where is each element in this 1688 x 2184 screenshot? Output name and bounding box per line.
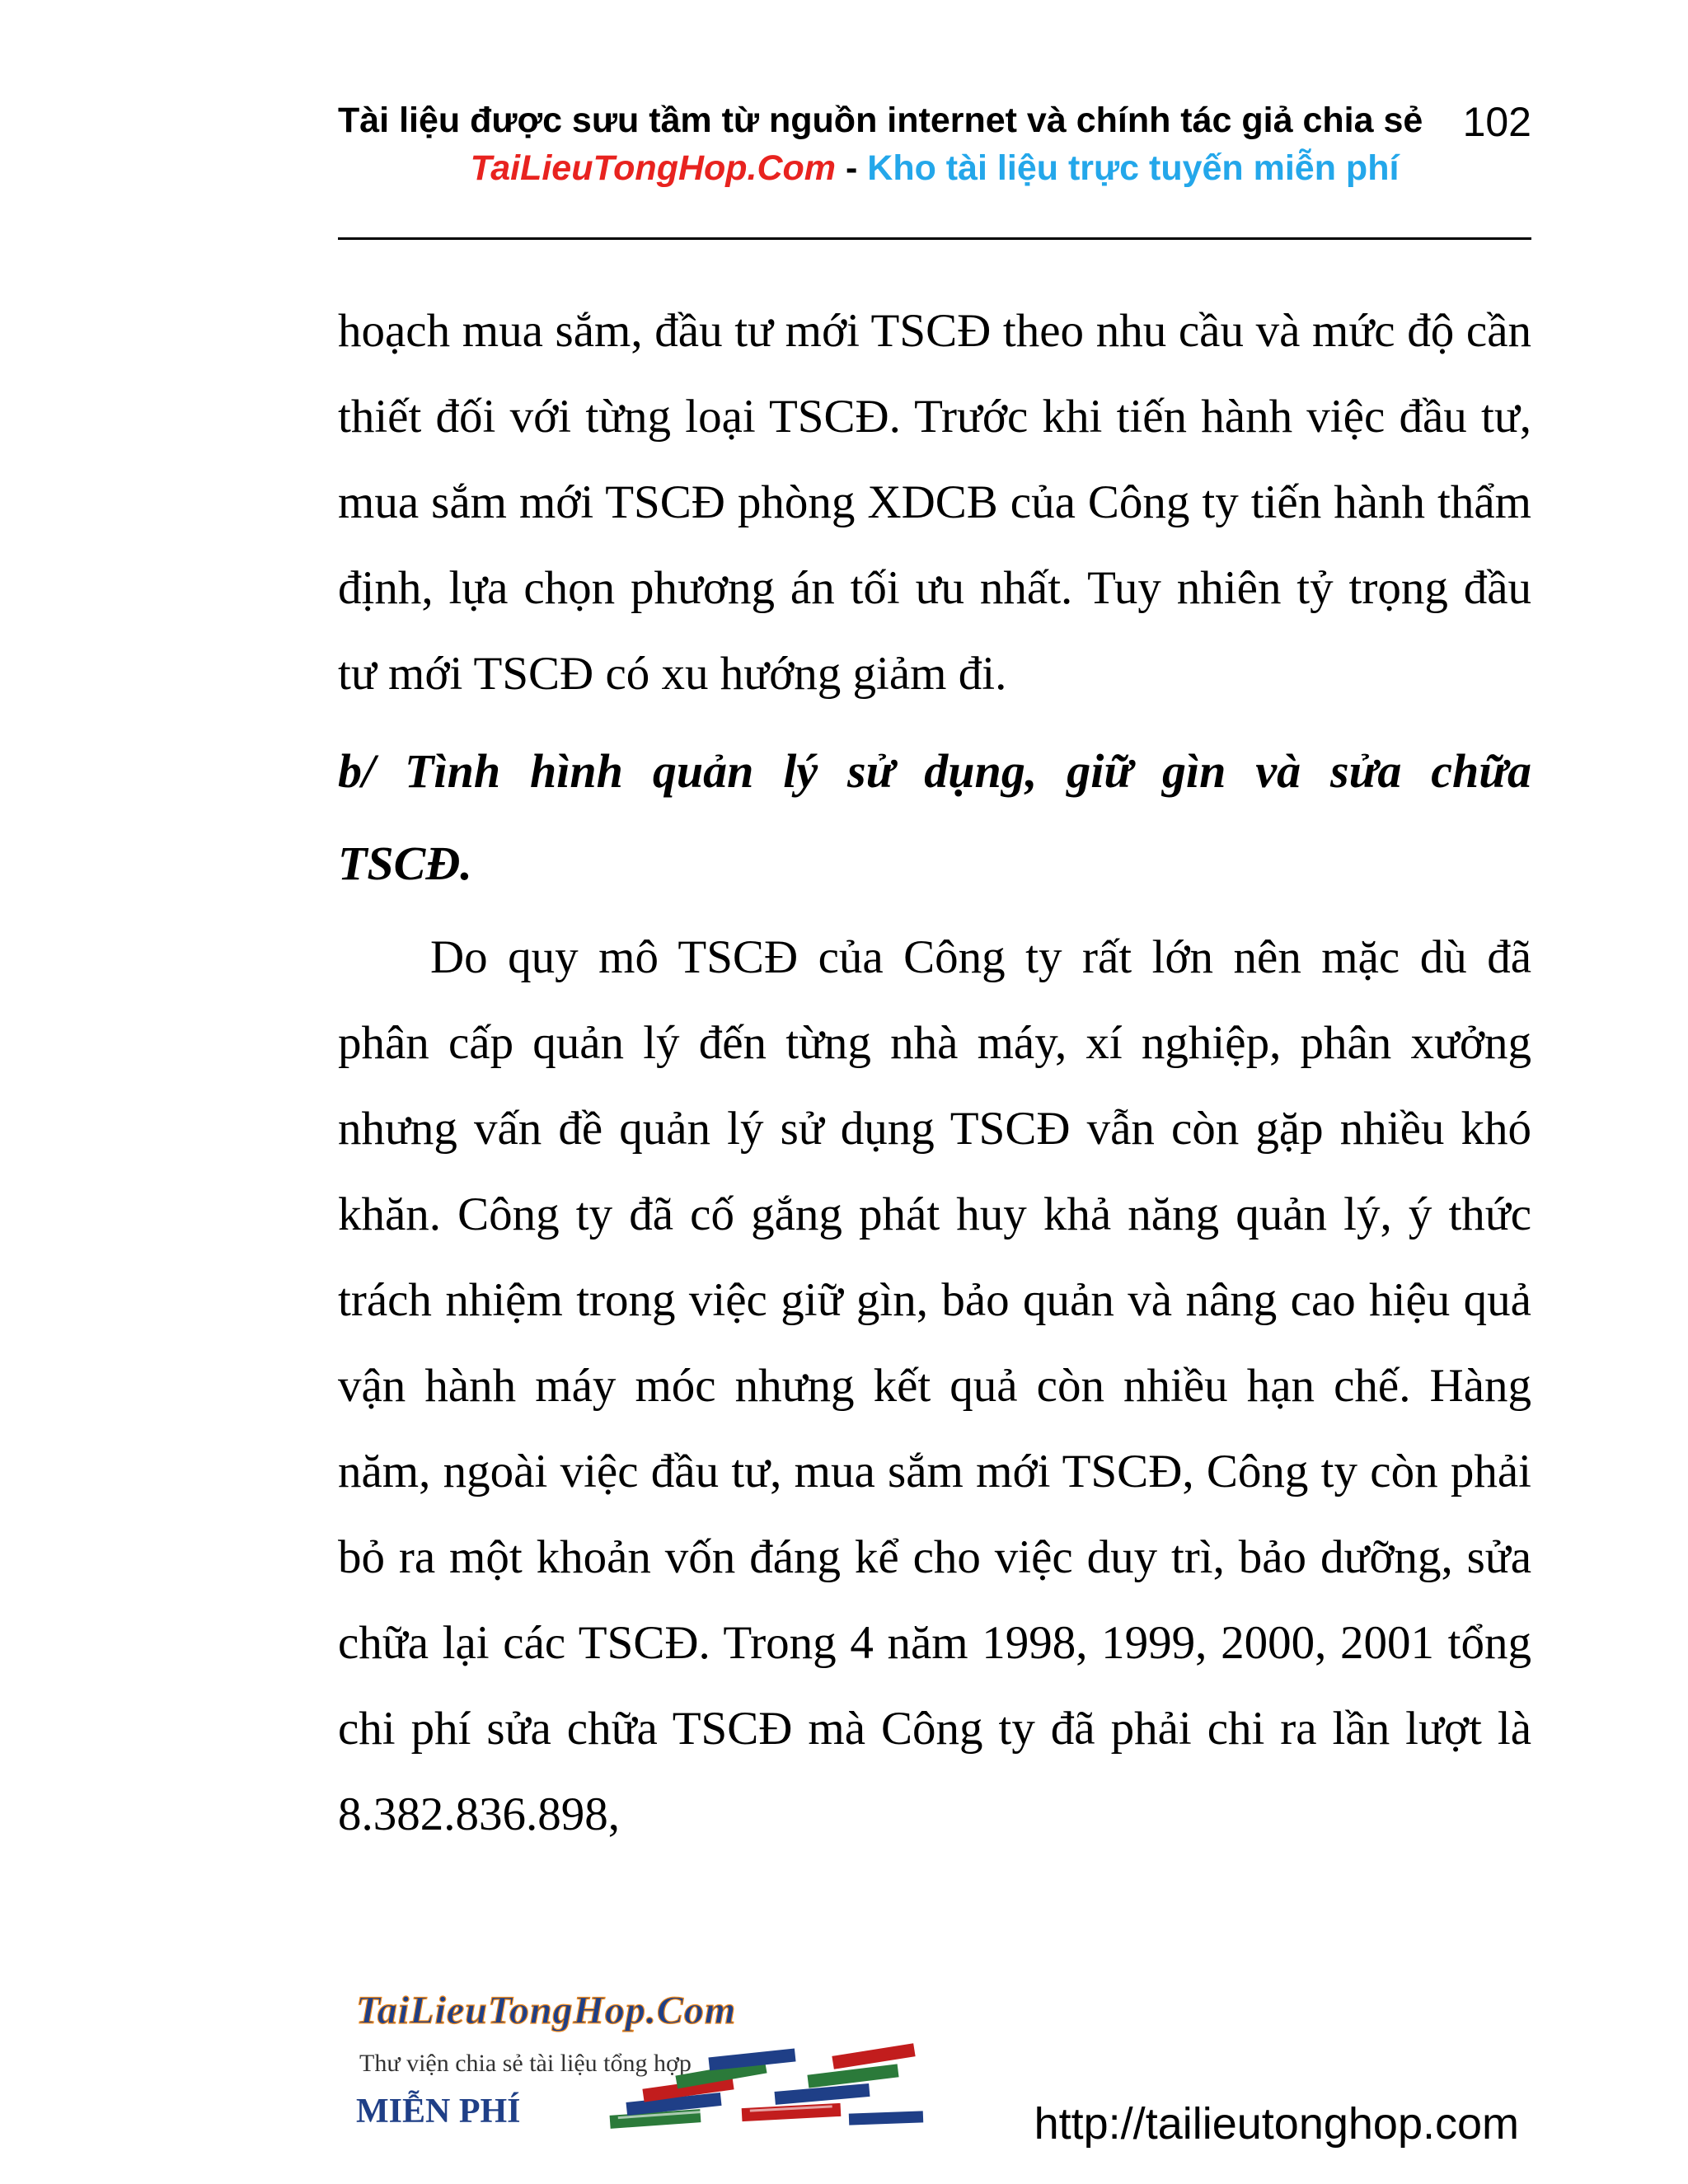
document-body <box>338 288 1531 1858</box>
page-number: 102 <box>1462 99 1531 145</box>
header-source-line: Tài liệu được sưu tầm từ nguồn internet và chính tác giả chia sẻ <box>338 101 1423 140</box>
footer-logo <box>346 1974 956 2147</box>
logo-title: TaiLieuTongHop.Com <box>356 1989 737 2032</box>
header-separator: - <box>836 148 868 188</box>
header-tagline: Kho tài liệu trực tuyến miễn phí <box>867 148 1400 188</box>
page-header <box>338 97 1531 246</box>
logo-subtitle: Thư viện chia sẻ tài liệu tổng hợp <box>359 2050 692 2077</box>
section-heading: b/ Tình hình quản lý sử dụng, giữ gìn và sửa chữa TSCĐ. <box>338 744 1531 890</box>
paragraph-1: hoạch mua sắm, đầu tư mới TSCĐ theo nhu cầu và mức độ cần thiết đối với từng loại TSCĐ. Trước khi tiến hành việc đầu tư, mua sắm mới TSCĐ phòng XDCB của Công ty tiến hành thẩm định, lựa chọn phương án tối ưu nhất. Tuy nhiên tỷ trọng đầu tư mới TSCĐ có xu hướng giảm đi. <box>338 305 1531 700</box>
header-site-line <box>338 145 1531 191</box>
header-site-name[interactable]: TaiLieuTongHop.Com <box>470 148 837 188</box>
logo-free-text: MIỄN PHÍ <box>356 2093 521 2130</box>
header-divider <box>338 237 1531 240</box>
paragraph-2: Do quy mô TSCĐ của Công ty rất lớn nên mặc dù đã phân cấp quản lý đến từng nhà máy, xí nghiệp, phân xưởng nhưng vấn đề quản lý sử dụng TSCĐ vẫn còn gặp nhiều khó khăn. Công ty đã cố gắng phát huy khả năng quản lý, ý thức trách nhiệm trong việc giữ gìn, bảo quản và nâng cao hiệu quả vận hành máy móc nhưng kết quả còn nhiều hạn chế. Hàng năm, ngoài việc đầu tư, mua sắm mới TSCĐ, Công ty còn phải bỏ ra một khoản vốn đáng kể cho việc duy trì, bảo dưỡng, sửa chữa lại các TSCĐ. Trong 4 năm 1998, 1999, 2000, 2001 tổng chi phí sửa chữa TSCĐ mà Công ty đã phải chi ra lần lượt là 8.382.836.898, <box>338 931 1531 1840</box>
footer-url[interactable]: http://tailieutonghop.com <box>1034 2099 1519 2149</box>
